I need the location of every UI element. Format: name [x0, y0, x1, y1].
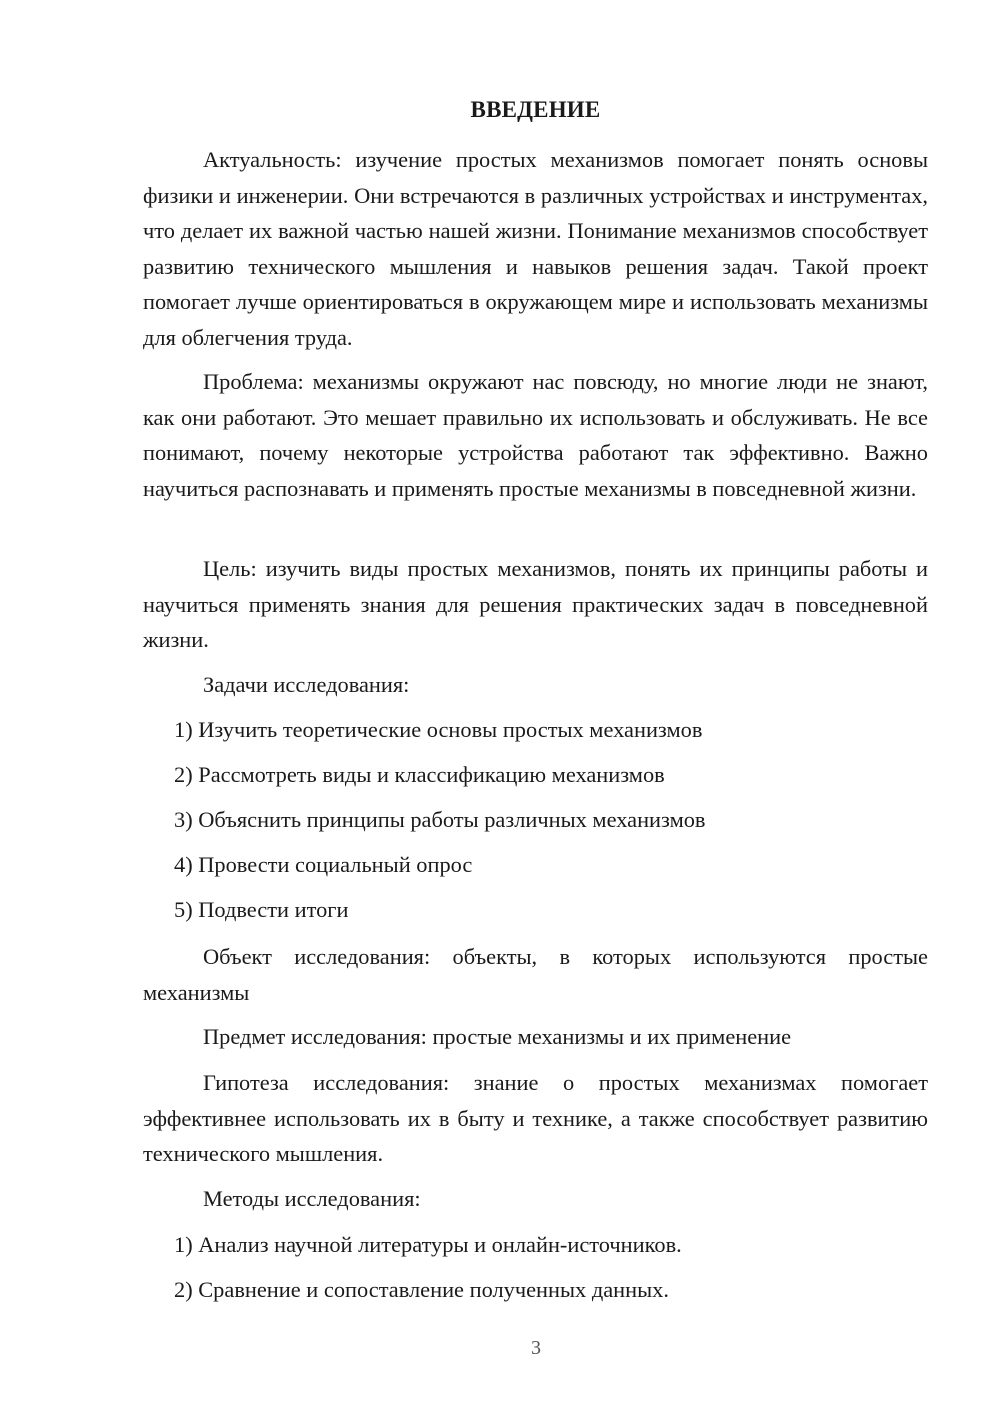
method-item: 2) Сравнение и сопоставление полученных данных.: [174, 1277, 669, 1302]
subject-paragraph: Предмет исследования: простые механизмы и их применение: [203, 1024, 792, 1049]
page-number: 3: [531, 1337, 541, 1359]
task-item: 3) Объяснить принципы работы различных механизмов: [174, 807, 706, 832]
task-item: 5) Подвести итоги: [174, 897, 349, 922]
goal-paragraph: Цель: изучить виды простых механизмов, понять их принципы работы и научиться применять знания для решения практических задач в повседневной жизни.: [143, 556, 928, 652]
task-item: 4) Провести социальный опрос: [174, 852, 473, 877]
relevance-paragraph: Актуальность: изучение простых механизмов помогает понять основы физики и инженерии. Они встречаются в различных устройствах и инструментах, что делает их важной частью нашей жизни. Понимание механизмов способствует развитию технического мышления и навыков решения задач. Такой проект помогает лучше ориентироваться в окружающем мире и использовать механизмы для облегчения труда.: [143, 147, 928, 350]
methods-heading: Методы исследования:: [203, 1186, 421, 1211]
tasks-heading: Задачи исследования:: [203, 672, 410, 697]
section-heading: ВВЕДЕНИЕ: [470, 97, 601, 122]
method-item: 1) Анализ научной литературы и онлайн-источников.: [174, 1232, 682, 1257]
object-paragraph: Объект исследования: объекты, в которых используются простые механизмы: [143, 944, 928, 1005]
problem-paragraph: Проблема: механизмы окружают нас повсюду, но многие люди не знают, как они работают. Это мешает правильно их использовать и обслуживать. Не все понимают, почему некоторые устройства работают так эффективно. Важно научиться распознавать и применять простые механизмы в повседневной жизни.: [143, 369, 928, 501]
task-item: 1) Изучить теоретические основы простых механизмов: [174, 717, 703, 742]
hypothesis-paragraph: Гипотеза исследования: знание о простых механизмах помогает эффективнее использовать их в быту и технике, а также способствует развитию технического мышления.: [143, 1070, 928, 1166]
task-item: 2) Рассмотреть виды и классификацию механизмов: [174, 762, 665, 787]
